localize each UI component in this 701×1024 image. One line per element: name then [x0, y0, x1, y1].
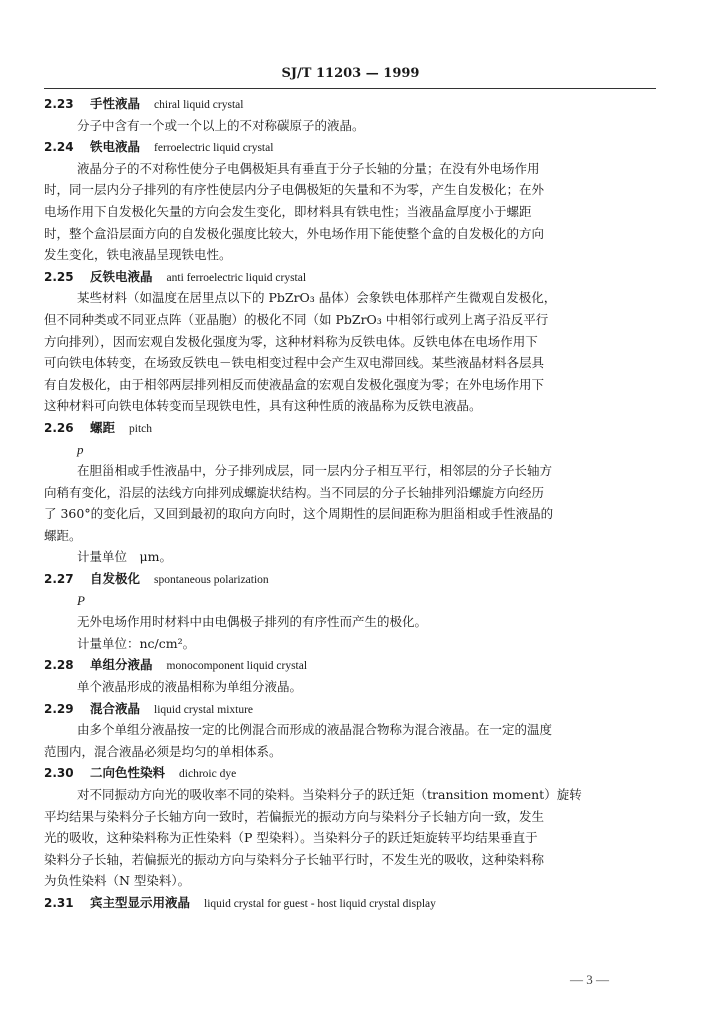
term-en: liquid crystal for guest - host liquid crystal display — [204, 897, 436, 910]
paragraph-line: 对不同振动方向光的吸收率不同的染料。当染料分子的跃迁矩（transition moment）旋转 — [77, 787, 582, 802]
term-zh: 反铁电液晶 — [90, 268, 153, 284]
unit-line: 计量单位 μm。 — [77, 549, 172, 565]
paragraph-line: 为负性染料（N 型染料）。 — [44, 873, 191, 889]
term-number: 2.25 — [44, 269, 74, 284]
term-number: 2.31 — [44, 895, 74, 910]
term-en: liquid crystal mixture — [154, 703, 254, 716]
paragraph-line: 向稍有变化，沿层的法线方向排列成螺旋状结构。当不同层的分子长轴排列沿螺旋方向经历 — [44, 484, 545, 500]
paragraph-line: 在胆甾相或手性液晶中，分子排列成层，同一层内分子相互平行，相邻层的分子长轴方 — [77, 463, 553, 479]
paragraph-line: 光的吸收，这种染料称为正性染料（P 型染料）。当染料分子的跃迁矩旋转平均结果垂直于 — [44, 830, 538, 846]
term-number: 2.28 — [44, 658, 74, 673]
term-en: monocomponent liquid crystal — [166, 660, 308, 673]
term-zh: 螺距 — [90, 419, 116, 435]
term-number: 2.26 — [44, 420, 74, 435]
term-number: 2.30 — [44, 766, 74, 781]
paragraph-line: 平均结果与染料分子长轴方向一致时，若偏振光的振动方向与染料分子长轴方向一致，发生 — [44, 808, 545, 824]
term-en: spontaneous polarization — [154, 574, 269, 587]
paragraph-line: 发生变化，铁电液晶呈现铁电性。 — [44, 247, 232, 263]
paragraph-line: 电场作用下自发极化矢量的方向会发生变化，即材料具有铁电性；当液晶盒厚度小于螺距 — [44, 203, 532, 219]
paragraph-line: 了 360°的变化后，又回到最初的取向方向时，这个周期性的层间距称为胆甾相或手性液晶的 — [44, 506, 554, 522]
term-heading — [44, 136, 658, 158]
term-heading — [44, 93, 658, 115]
term-zh: 单组分液晶 — [90, 657, 153, 673]
paragraph-line: 可向铁电体转变，在场致反铁电－铁电相变过程中会产生双电滞回线。某些液晶材料各层具 — [44, 355, 545, 371]
term-number: 2.27 — [44, 572, 74, 587]
term-symbol: p — [77, 441, 84, 457]
page-number: — 3 — — [570, 972, 609, 987]
paragraph-line: 某些材料（如温度在居里点以下的 PbZrO₃ 晶体）会象铁电体那样产生微观自发极化， — [77, 290, 557, 306]
term-en: anti ferroelectric liquid crystal — [166, 271, 307, 284]
paragraph-line: 螺距。 — [44, 527, 82, 543]
content — [44, 93, 658, 914]
term-number: 2.23 — [44, 97, 74, 111]
term-heading — [44, 417, 658, 439]
paragraph-line: 无外电场作用时材料中由电偶极子排列的有序性而产生的极化。 — [77, 614, 428, 630]
paragraph-line: 液晶分子的不对称性使分子电偶极矩具有垂直于分子长轴的分量；在没有外电场作用 — [77, 160, 540, 176]
paragraph-line: 时，整个盒沿层面方向的自发极化强度比较大，外电场作用下能使整个盒的自发极化的方向 — [44, 225, 545, 241]
term-heading — [44, 266, 658, 288]
term-number: 2.24 — [44, 140, 74, 155]
paragraph-line: 染料分子长轴，若偏振光的振动方向与染料分子长轴平行时，不发生光的吸收，这种染料称 — [44, 851, 545, 867]
paragraph-line: 时，同一层内分子排列的有序性使层内分子电偶极矩的矢量和不为零，产生自发极化；在外 — [44, 182, 545, 198]
term-heading — [44, 654, 658, 676]
term-heading — [44, 698, 658, 720]
term-zh: 手性液晶 — [90, 96, 141, 111]
paragraph-line: 由多个单组分液晶按一定的比例混合而形成的液晶混合物称为混合液晶。在一定的温度 — [77, 722, 553, 738]
term-number: 2.29 — [44, 701, 74, 716]
term-en: chiral liquid crystal — [154, 99, 244, 111]
paragraph-line: 但不同种类或不同亚点阵（亚晶胞）的极化不同（如 PbZrO₃ 中相邻行或列上离子沿反平行 — [44, 311, 549, 327]
term-heading — [44, 568, 658, 590]
term-en: ferroelectric liquid crystal — [154, 142, 274, 155]
paragraph-line: 分子中含有一个或一个以上的不对称碳原子的液晶。 — [77, 117, 365, 133]
term-heading — [44, 892, 658, 914]
paragraph-line: 方向排列），因而宏观自发极化强度为零，这种材料称为反铁电体。反铁电体在电场作用下 — [44, 333, 538, 349]
page-header: SJ/T 11203 — 1999 — [281, 66, 420, 81]
term-zh: 宾主型显示用液晶 — [90, 894, 191, 910]
term-zh: 自发极化 — [90, 571, 141, 587]
paragraph-line: 单个液晶形成的液晶相称为单组分液晶。 — [77, 679, 303, 695]
unit-line: 计量单位：nc/cm²。 — [77, 635, 196, 651]
term-zh: 二向色性染料 — [90, 765, 166, 781]
header-rule — [44, 88, 656, 89]
term-zh: 混合液晶 — [90, 700, 141, 716]
term-symbol: P⃗ — [77, 592, 96, 608]
term-en: pitch — [129, 422, 153, 435]
term-en: dichroic dye — [179, 768, 237, 781]
term-heading — [44, 762, 658, 784]
paragraph-line: 有自发极化，由于相邻两层排列相反而使液晶盒的宏观自发极化强度为零；在外电场作用下 — [44, 376, 545, 392]
paragraph-line: 这种材料可向铁电体转变而呈现铁电性，具有这种性质的液晶称为反铁电液晶。 — [44, 398, 482, 414]
paragraph-line: 范围内，混合液晶必须是均匀的单相体系。 — [44, 743, 282, 759]
term-zh: 铁电液晶 — [90, 139, 141, 155]
